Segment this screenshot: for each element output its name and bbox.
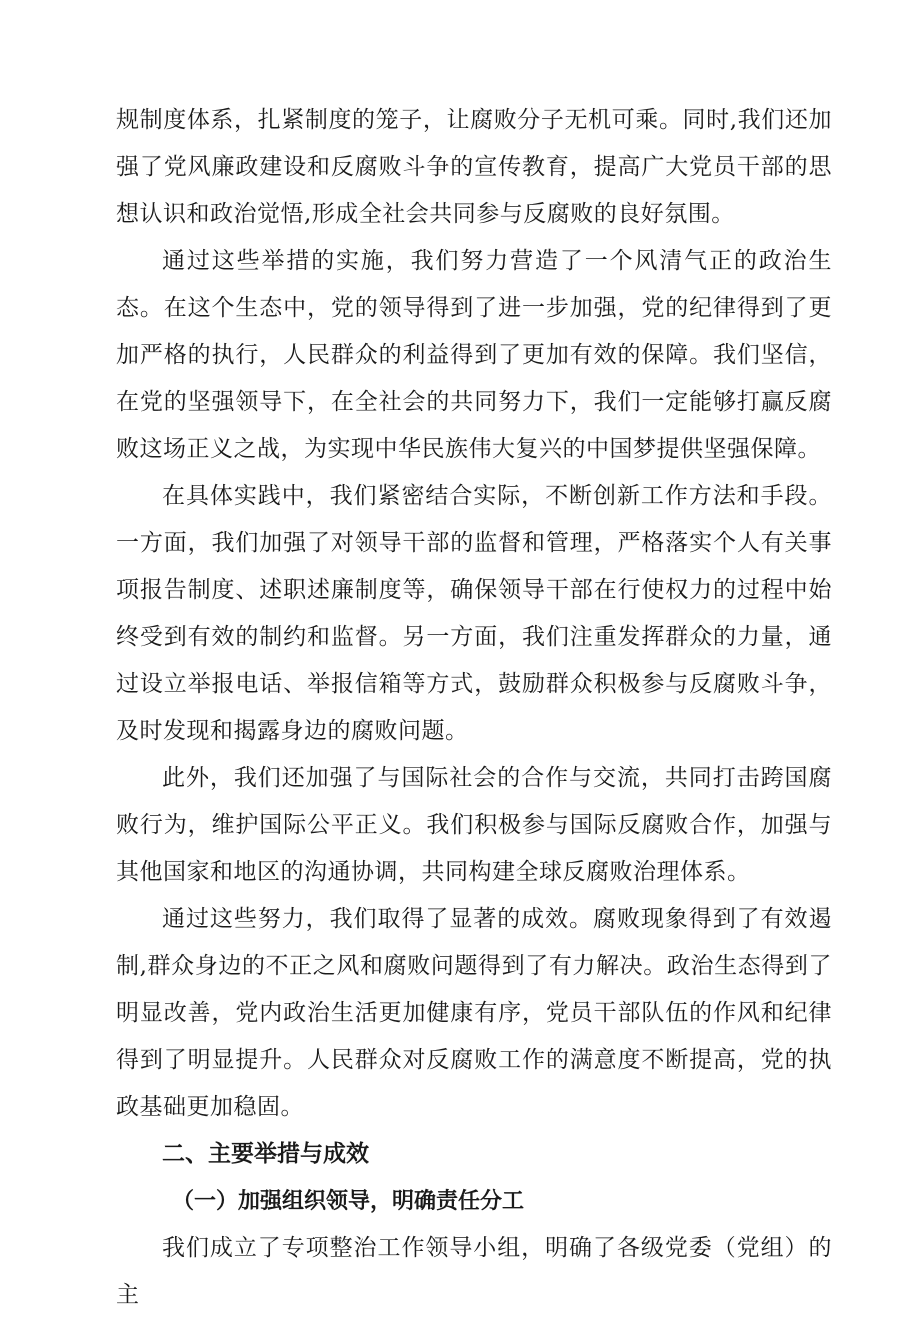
paragraph-results: 通过这些努力，我们取得了显著的成效。腐败现象得到了有效遏制,群众身边的不正之风和腐败问题得到了有力解决。政治生态得到了明显改善，党内政治生活更加健康有序，党员干部队伍的作风和纪律得到了明显提升。人民群众对反腐败工作的满意度不断提高，党的执政基础更加稳固。 bbox=[116, 906, 832, 1120]
section-heading: 二、主要举措与成效 bbox=[162, 1141, 369, 1167]
paragraph-leadership: 我们成立了专项整治工作领导小组，明确了各级党委（党组）的主 bbox=[116, 1235, 832, 1308]
paragraph-political-ecology: 通过这些举措的实施，我们努力营造了一个风清气正的政治生态。在这个生态中，党的领导得到了进一步加强，党的纪律得到了更加严格的执行，人民群众的利益得到了更加有效的保障。我们坚信，在党的坚强领导下，在全社会的共同努力下，我们一定能够打赢反腐败这场正义之战，为实现中华民族伟大复兴的中国梦提供坚强保障。 bbox=[116, 248, 832, 462]
document-body bbox=[116, 97, 832, 1319]
subsection-heading: （一）加强组织领导，明确责任分工 bbox=[172, 1188, 525, 1214]
paragraph-international: 此外，我们还加强了与国际社会的合作与交流，共同打击跨国腐败行为，维护国际公平正义。我们积极参与国际反腐败合作，加强与其他国家和地区的沟通协调，共同构建全球反腐败治理体系。 bbox=[116, 765, 832, 885]
paragraph-continued: 规制度体系，扎紧制度的笼子，让腐败分子无机可乘。同时,我们还加强了党风廉政建设和反腐败斗争的宣传教育，提高广大党员干部的思想认识和政治觉悟,形成全社会共同参与反腐败的良好氛围。 bbox=[116, 107, 832, 227]
paragraph-practice: 在具体实践中，我们紧密结合实际，不断创新工作方法和手段。一方面，我们加强了对领导干部的监督和管理，严格落实个人有关事项报告制度、述职述廉制度等，确保领导干部在行使权力的过程中始终受到有效的制约和监督。另一方面，我们注重发挥群众的力量，通过设立举报电话、举报信箱等方式，鼓励群众积极参与反腐败斗争，及时发现和揭露身边的腐败问题。 bbox=[116, 483, 832, 744]
